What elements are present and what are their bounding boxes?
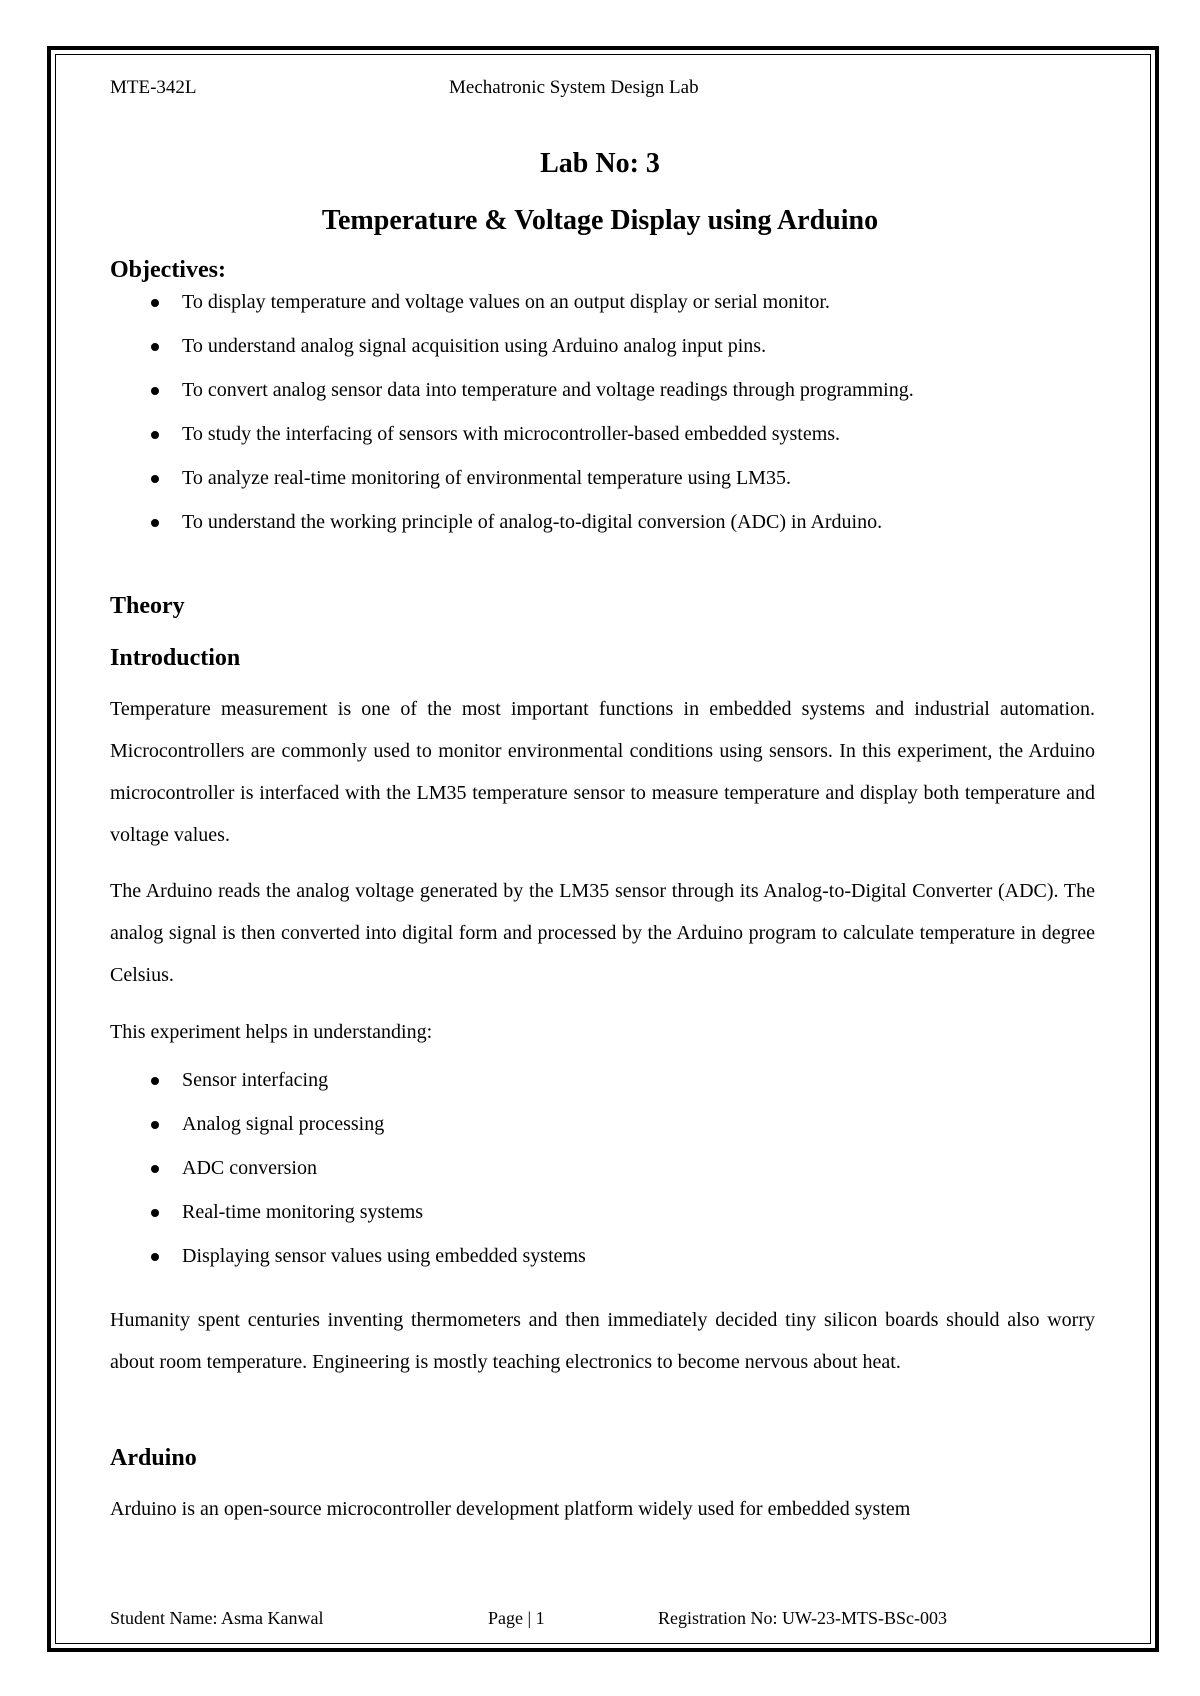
theory-heading: Theory <box>110 593 185 619</box>
student-name: Student Name: Asma Kanwal <box>110 1608 324 1628</box>
registration-number: Registration No: UW-23-MTS-BSc-003 <box>658 1608 947 1628</box>
intro-paragraph-1: Temperature measurement is one of the most important functions in embedded systems and industrial automation. Microcontrollers are commonly used to monitor environmental conditions using sensors. In this experiment, the Arduino microcontroller is interfaced with the LM35 temperature sensor to measure temperature and display both temperature and voltage values. <box>110 698 1095 846</box>
objectives-heading: Objectives: <box>110 257 226 283</box>
list-item: Analog signal processing <box>110 1112 1110 1136</box>
list-item: To understand the working principle of analog-to-digital conversion (ADC) in Arduino. <box>110 510 1110 534</box>
list-item: Sensor interfacing <box>110 1068 1110 1092</box>
closing-paragraph: Humanity spent centuries inventing thermometers and then immediately decided tiny silicon boards should also worry about room temperature. Engineering is mostly teaching electronics to become nervous about heat. <box>110 1309 1095 1373</box>
intro-paragraph-2: The Arduino reads the analog voltage generated by the LM35 sensor through its Analog-to-Digital Converter (ADC). The analog signal is then converted into digital form and processed by the Arduino program to calculate temperature in degree Celsius. <box>110 880 1095 986</box>
list-item: To convert analog sensor data into temperature and voltage readings through programming. <box>110 378 1110 402</box>
page-number: Page | 1 <box>488 1608 545 1628</box>
page-footer <box>110 1608 1100 1632</box>
list-item: Real-time monitoring systems <box>110 1200 1110 1224</box>
list-item: To analyze real-time monitoring of environmental temperature using LM35. <box>110 466 1110 490</box>
list-item: ADC conversion <box>110 1156 1110 1180</box>
list-item: To understand analog signal acquisition using Arduino analog input pins. <box>110 334 1110 358</box>
page-header <box>110 77 1100 101</box>
course-code: MTE-342L <box>110 77 197 98</box>
introduction-heading: Introduction <box>110 645 241 671</box>
intro-paragraph-3: This experiment helps in understanding: <box>110 1021 433 1043</box>
lab-number: Lab No: 3 <box>540 148 660 179</box>
list-item: Displaying sensor values using embedded systems <box>110 1244 1110 1268</box>
lab-title: Temperature & Voltage Display using Arduino <box>321 205 879 236</box>
understanding-list <box>110 1068 1110 1268</box>
list-item: To display temperature and voltage values on an output display or serial monitor. <box>110 290 1110 314</box>
course-name: Mechatronic System Design Lab <box>449 77 699 98</box>
list-item: To study the interfacing of sensors with microcontroller-based embedded systems. <box>110 422 1110 446</box>
objectives-list <box>110 290 1110 534</box>
arduino-heading: Arduino <box>110 1445 197 1471</box>
arduino-paragraph: Arduino is an open-source microcontroller development platform widely used for embedded system <box>110 1498 911 1520</box>
